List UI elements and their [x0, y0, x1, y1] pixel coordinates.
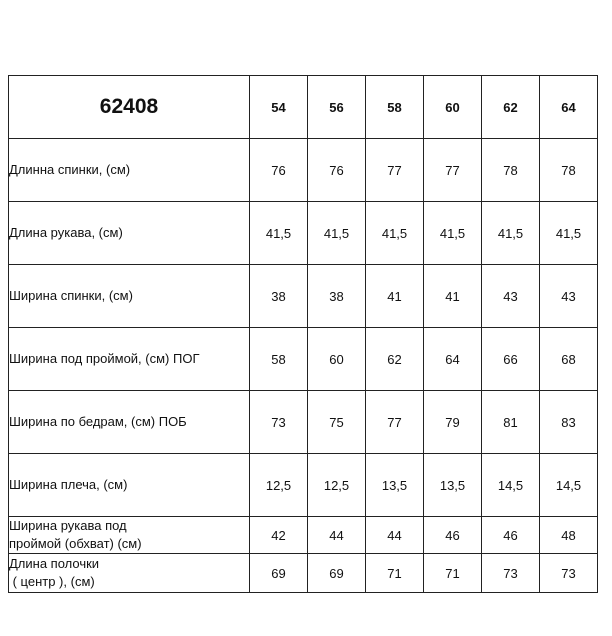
row-label-line: Длина рукава, (см) — [9, 225, 123, 240]
table-cell: 71 — [424, 554, 482, 593]
table-cell: 43 — [540, 265, 598, 328]
table-cell: 41 — [424, 265, 482, 328]
row-label — [9, 265, 250, 328]
table-cell: 12,5 — [308, 454, 366, 517]
table-cell: 14,5 — [540, 454, 598, 517]
row-label — [9, 139, 250, 202]
table-cell: 41,5 — [366, 202, 424, 265]
table-cell: 41,5 — [424, 202, 482, 265]
header-row — [9, 76, 598, 139]
table-cell: 76 — [308, 139, 366, 202]
table-row — [9, 391, 598, 454]
size-header: 56 — [308, 76, 366, 139]
table-cell: 77 — [366, 391, 424, 454]
row-label — [9, 328, 250, 391]
table-cell: 81 — [482, 391, 540, 454]
table-row — [9, 139, 598, 202]
table-cell: 60 — [308, 328, 366, 391]
table-row — [9, 454, 598, 517]
table-cell: 73 — [482, 554, 540, 593]
table-cell: 77 — [424, 139, 482, 202]
table-cell: 62 — [366, 328, 424, 391]
row-label-line: ( центр ), (см) — [9, 574, 95, 589]
row-label-line: проймой (обхват) (см) — [9, 536, 142, 551]
table-row — [9, 202, 598, 265]
table-cell: 77 — [366, 139, 424, 202]
row-label-line: Ширина под проймой, (см) ПОГ — [9, 351, 200, 366]
table-cell: 38 — [308, 265, 366, 328]
row-label-line: Длинна спинки, (см) — [9, 162, 131, 177]
row-label-line: Ширина по бедрам, (см) ПОБ — [9, 414, 187, 429]
table-cell: 76 — [250, 139, 308, 202]
table-row — [9, 265, 598, 328]
row-label — [9, 454, 250, 517]
size-header: 62 — [482, 76, 540, 139]
table-cell: 48 — [540, 517, 598, 554]
table-cell: 41 — [366, 265, 424, 328]
row-label — [9, 391, 250, 454]
row-label-line: Ширина спинки, (см) — [9, 288, 133, 303]
row-label-line: Длина полочки — [9, 556, 100, 571]
table-cell: 58 — [250, 328, 308, 391]
table-cell: 41,5 — [250, 202, 308, 265]
table-cell: 73 — [250, 391, 308, 454]
table-cell: 71 — [366, 554, 424, 593]
table-cell: 78 — [482, 139, 540, 202]
model-number: 62408 — [9, 76, 250, 139]
table-cell: 46 — [482, 517, 540, 554]
table-cell: 73 — [540, 554, 598, 593]
table-row — [9, 328, 598, 391]
table-cell: 38 — [250, 265, 308, 328]
table-cell: 44 — [308, 517, 366, 554]
table-cell: 44 — [366, 517, 424, 554]
row-label-line: Ширина рукава под — [9, 518, 127, 533]
table-cell: 69 — [308, 554, 366, 593]
size-header: 58 — [366, 76, 424, 139]
table-row — [9, 517, 598, 554]
row-label — [9, 517, 250, 554]
table-cell: 79 — [424, 391, 482, 454]
table-cell: 66 — [482, 328, 540, 391]
table-cell: 42 — [250, 517, 308, 554]
table-cell: 46 — [424, 517, 482, 554]
table-cell: 13,5 — [366, 454, 424, 517]
row-label — [9, 202, 250, 265]
table-cell: 12,5 — [250, 454, 308, 517]
row-label-line: Ширина плеча, (см) — [9, 477, 128, 492]
table-cell: 14,5 — [482, 454, 540, 517]
table-row — [9, 554, 598, 593]
table-cell: 83 — [540, 391, 598, 454]
table-cell: 64 — [424, 328, 482, 391]
table-cell: 41,5 — [540, 202, 598, 265]
size-header: 54 — [250, 76, 308, 139]
table-cell: 41,5 — [482, 202, 540, 265]
table-cell: 41,5 — [308, 202, 366, 265]
table-cell: 13,5 — [424, 454, 482, 517]
size-header: 60 — [424, 76, 482, 139]
table-cell: 75 — [308, 391, 366, 454]
table-cell: 78 — [540, 139, 598, 202]
size-header: 64 — [540, 76, 598, 139]
size-chart-table — [8, 75, 598, 593]
table-cell: 43 — [482, 265, 540, 328]
table-cell: 69 — [250, 554, 308, 593]
row-label — [9, 554, 250, 593]
table-cell: 68 — [540, 328, 598, 391]
